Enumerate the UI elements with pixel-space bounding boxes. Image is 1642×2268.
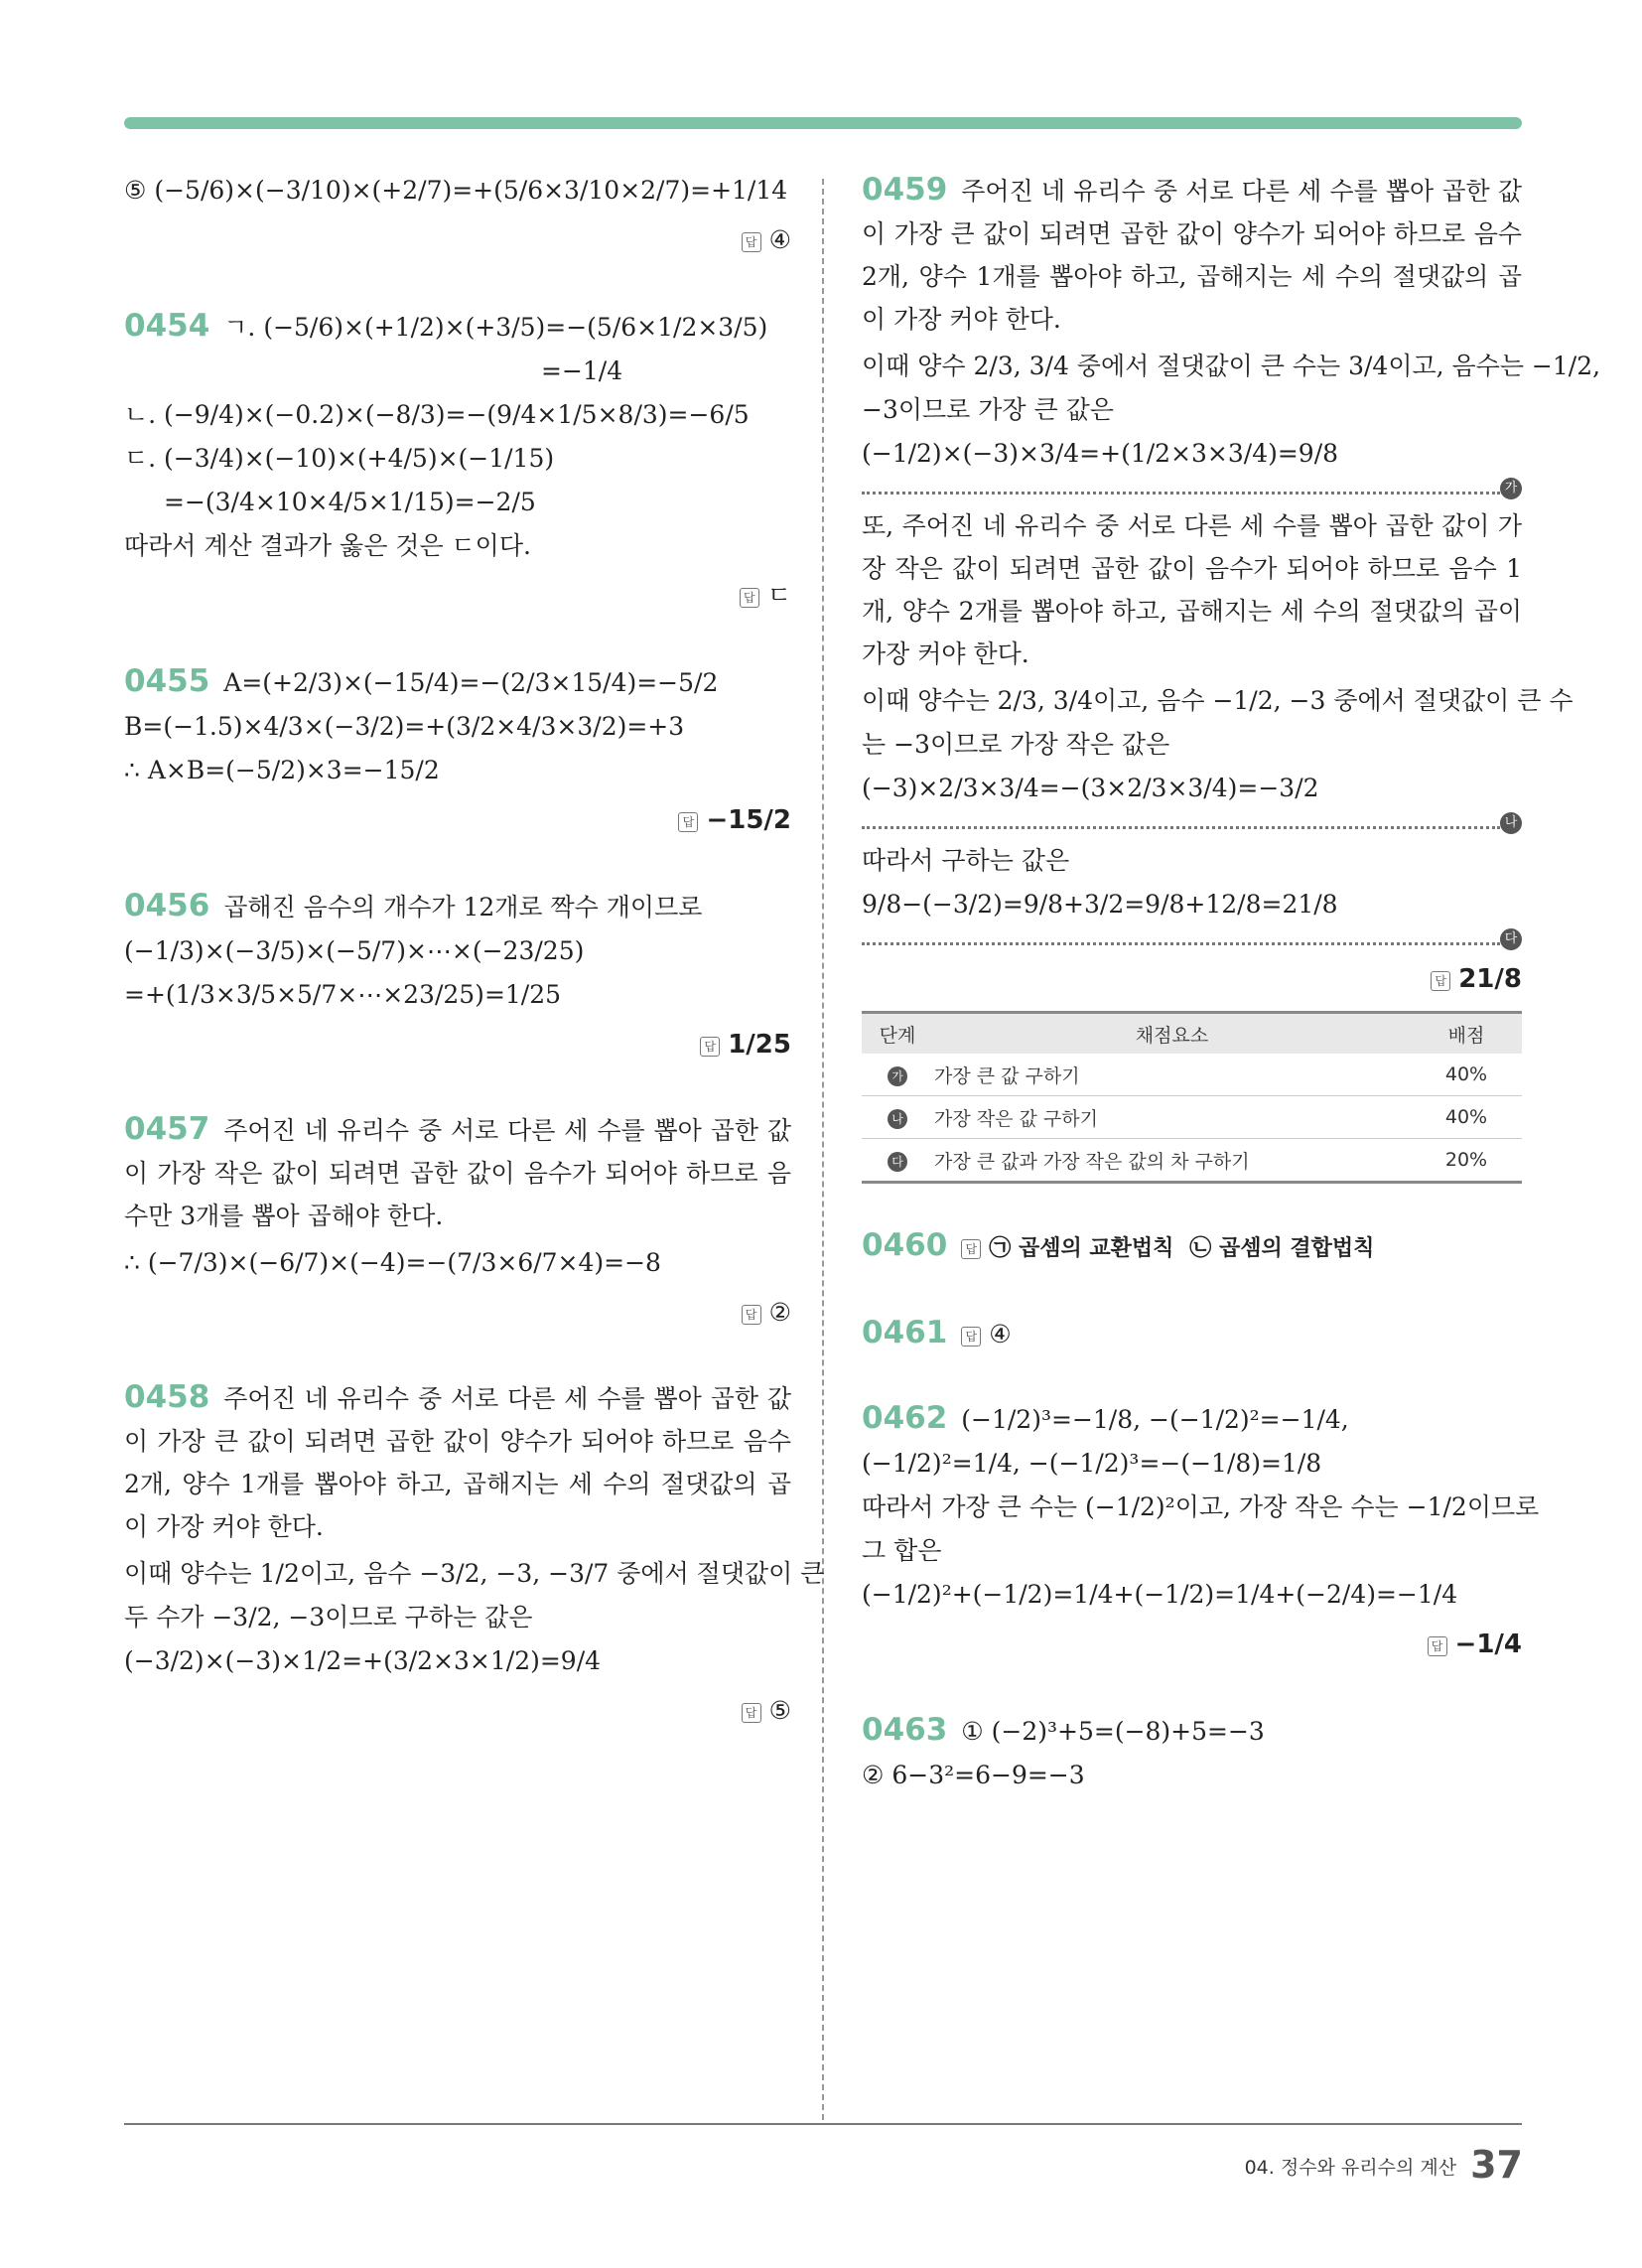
stage-divider xyxy=(862,815,1518,830)
rubric-score: 40% xyxy=(1411,1096,1522,1139)
answer-icon: 답 xyxy=(700,1037,720,1057)
solution-line: (−3)×2/3×3/4=−(3×2/3×3/4)=−3/2 xyxy=(862,774,1319,802)
solution-line: 따라서 구하는 값은 xyxy=(862,846,1070,875)
problem-number: 0458 xyxy=(124,1379,210,1415)
solution-text: 0458 주어진 네 유리수 중 서로 다른 세 수를 뽑아 곱한 값이 가장 큰 값이 되려면 곱한 값이 양수가 되어야 하므로 음수 2개, 양수 1개를 뽑아야 하고, 곱해지는 세 수의 절댓값의 곱이 가장 커야 한다. xyxy=(124,1379,791,1541)
answer xyxy=(124,1021,791,1068)
answer-value: ② xyxy=(768,1298,791,1327)
rubric-score: 40% xyxy=(1411,1054,1522,1096)
problem-0462 xyxy=(862,1396,1540,1668)
problem-0463 xyxy=(862,1708,1522,1797)
answer-value: ㉠ 곱셈의 교환법칙 xyxy=(989,1236,1174,1261)
answer-value: 21/8 xyxy=(1458,964,1522,994)
answer-icon: 답 xyxy=(961,1327,981,1347)
stage-marker: 다 xyxy=(1500,928,1522,950)
problem-number: 0454 xyxy=(124,308,210,344)
solution-line: 그 합은 xyxy=(862,1536,942,1565)
stage-divider xyxy=(862,931,1518,946)
left-column xyxy=(124,169,825,1774)
solution-line: ㄴ. (−9/4)×(−0.2)×(−8/3)=−(9/4×1/5×8/3)=−6/5 xyxy=(124,400,750,429)
right-column xyxy=(862,169,1601,1837)
solution-line: 9/8−(−3/2)=9/8+3/2=9/8+12/8=21/8 xyxy=(862,890,1338,919)
solution-line: B=(−1.5)×4/3×(−3/2)=+(3/2×4/3×3/2)=+3 xyxy=(124,712,685,741)
page-number: 37 xyxy=(1470,2143,1523,2187)
solution-line: ∴ A×B=(−5/2)×3=−15/2 xyxy=(124,756,440,784)
solution-line: 두 수가 −3/2, −3이므로 구하는 값은 xyxy=(124,1603,533,1631)
answer-value: −1/4 xyxy=(1454,1630,1522,1659)
scoring-table xyxy=(862,1011,1522,1184)
solution-text: 0459 주어진 네 유리수 중 서로 다른 세 수를 뽑아 곱한 값이 가장 큰 값이 되려면 곱한 값이 양수가 되어야 하므로 음수 2개, 양수 1개를 뽑아야 하고, 곱해지는 세 수의 절댓값의 곱이 가장 커야 한다. xyxy=(862,172,1522,334)
answer-value: ④ xyxy=(768,225,791,254)
problem-0453-tail xyxy=(124,169,791,264)
problem-number: 0462 xyxy=(862,1400,948,1436)
solution-line: 따라서 계산 결과가 옳은 것은 ㄷ이다. xyxy=(124,531,531,560)
problem-number: 0456 xyxy=(124,888,210,923)
problem-0457 xyxy=(124,1108,791,1337)
answer-value: −15/2 xyxy=(706,805,791,835)
header-score: 배점 xyxy=(1411,1013,1522,1055)
solution-line: =+(1/3×3/5×5/7×⋯×23/25)=1/25 xyxy=(124,980,562,1009)
problem-number: 0455 xyxy=(124,663,210,699)
answer-value: ㄷ xyxy=(766,581,791,610)
footer-rule xyxy=(124,2123,1522,2125)
problem-0456 xyxy=(124,884,791,1068)
problem-0459 xyxy=(862,169,1601,1184)
table-row xyxy=(862,1139,1522,1183)
rubric-item: 가장 큰 값 구하기 xyxy=(933,1054,1411,1096)
solution-line: 0463 ① (−2)³+5=(−8)+5=−3 xyxy=(862,1712,1265,1748)
solution-text: 또, 주어진 네 유리수 중 서로 다른 세 수를 뽑아 곱한 값이 가장 작은 값이 되려면 곱한 값이 음수가 되어야 하므로 음수 1개, 양수 2개를 뽑아야 하고, 곱해지는 세 수의 절댓값의 곱이 가장 커야 한다. xyxy=(862,511,1522,668)
table-header-row xyxy=(862,1013,1522,1055)
answer xyxy=(124,572,791,620)
problem-number: 0457 xyxy=(124,1111,210,1147)
problem-number: 0459 xyxy=(862,172,948,208)
solution-line: ㄷ. (−3/4)×(−10)×(+4/5)×(−1/15) xyxy=(124,444,555,473)
answer-icon: 답 xyxy=(742,1305,761,1325)
stage-divider xyxy=(862,481,1518,496)
solution-line: 는 −3이므로 가장 작은 값은 xyxy=(862,730,1170,759)
problem-number: 0460 xyxy=(862,1227,948,1263)
page-footer xyxy=(1245,2143,1523,2187)
answer-value: 1/25 xyxy=(728,1030,791,1060)
solution-line: ⑤ (−5/6)×(−3/10)×(+2/7)=+(5/6×3/10×2/7)=+1/14 xyxy=(124,176,788,205)
header-stage: 단계 xyxy=(862,1013,933,1055)
header-bar xyxy=(124,117,1522,129)
solution-line: 이때 양수는 2/3, 3/4이고, 음수 −1/2, −3 중에서 절댓값이 큰 수 xyxy=(862,686,1574,715)
solution-line: =−1/4 xyxy=(541,356,623,385)
problem-number: 0461 xyxy=(862,1315,948,1350)
solution-line: =−(3/4×10×4/5×1/15)=−2/5 xyxy=(164,488,536,516)
stage-marker: 나 xyxy=(1500,812,1522,834)
table-row xyxy=(862,1096,1522,1139)
solution-line: 이때 양수는 1/2이고, 음수 −3/2, −3, −3/7 중에서 절댓값이 큰 xyxy=(124,1559,825,1588)
answer-icon: 답 xyxy=(742,1703,761,1723)
answer-icon: 답 xyxy=(1428,1636,1447,1656)
answer-icon: 답 xyxy=(742,232,761,252)
solution-line: −3이므로 가장 큰 값은 xyxy=(862,395,1114,424)
answer-value: ㉡ 곱셈의 결합법칙 xyxy=(1189,1236,1375,1261)
stage-marker: 가 xyxy=(1500,478,1522,499)
solution-line: 따라서 가장 큰 수는 (−1/2)²이고, 가장 작은 수는 −1/2이므로 xyxy=(862,1492,1540,1521)
rubric-item: 가장 작은 값 구하기 xyxy=(933,1096,1411,1139)
problem-0455 xyxy=(124,659,791,844)
solution-line: (−1/2)×(−3)×3/4=+(1/2×3×3/4)=9/8 xyxy=(862,439,1339,468)
stage-marker: 다 xyxy=(888,1152,907,1172)
solution-line: 0455 A=(+2/3)×(−15/4)=−(2/3×15/4)=−5/2 xyxy=(124,663,719,699)
problem-0461 xyxy=(862,1311,1522,1356)
solution-line: 0462 (−1/2)³=−1/8, −(−1/2)²=−1/4, xyxy=(862,1400,1349,1436)
solution-line: (−1/2)²+(−1/2)=1/4+(−1/2)=1/4+(−2/4)=−1/4 xyxy=(862,1580,1458,1609)
solution-line: (−1/2)²=1/4, −(−1/2)³=−(−1/8)=1/8 xyxy=(862,1449,1322,1478)
answer-icon: 답 xyxy=(678,812,698,832)
answer xyxy=(862,1621,1522,1668)
solution-line: ② 6−3²=6−9=−3 xyxy=(862,1761,1085,1789)
problem-number: 0463 xyxy=(862,1712,948,1748)
solution-line: 0456 곱해진 음수의 개수가 12개로 짝수 개이므로 xyxy=(124,888,703,923)
stage-marker: 나 xyxy=(888,1109,907,1129)
answer xyxy=(124,1687,791,1735)
solution-line xyxy=(862,1311,1522,1356)
solution-line xyxy=(862,1223,1522,1271)
solution-line: 0454 ㄱ. (−5/6)×(+1/2)×(+3/5)=−(5/6×1/2×3/5) xyxy=(124,308,768,344)
solution-line: (−3/2)×(−3)×1/2=+(3/2×3×1/2)=9/4 xyxy=(124,1646,602,1675)
answer-value: ⑤ xyxy=(768,1696,791,1725)
answer xyxy=(124,796,791,844)
answer-icon: 답 xyxy=(1431,971,1450,991)
solution-line: ∴ (−7/3)×(−6/7)×(−4)=−(7/3×6/7×4)=−8 xyxy=(124,1248,661,1277)
rubric-score: 20% xyxy=(1411,1139,1522,1183)
rubric-item: 가장 큰 값과 가장 작은 값의 차 구하기 xyxy=(933,1139,1411,1183)
problem-0460 xyxy=(862,1223,1522,1271)
problem-0454 xyxy=(124,304,791,620)
column-divider xyxy=(822,179,824,2120)
stage-marker: 가 xyxy=(888,1066,907,1086)
solution-line: 이때 양수 2/3, 3/4 중에서 절댓값이 큰 수는 3/4이고, 음수는 −1/2, xyxy=(862,352,1601,380)
answer-icon: 답 xyxy=(961,1239,981,1259)
solution-text: 0457 주어진 네 유리수 중 서로 다른 세 수를 뽑아 곱한 값이 가장 작은 값이 되려면 곱한 값이 음수가 되어야 하므로 음수만 3개를 뽑아 곱해야 한다. xyxy=(124,1111,791,1230)
chapter-title: 04. 정수와 유리수의 계산 xyxy=(1244,2157,1457,2179)
answer-icon: 답 xyxy=(740,588,759,608)
answer xyxy=(124,1289,791,1337)
answer xyxy=(862,955,1522,1003)
problem-0458 xyxy=(124,1376,825,1735)
table-row xyxy=(862,1054,1522,1096)
answer-value: ④ xyxy=(989,1320,1012,1348)
header-item: 채점요소 xyxy=(933,1013,1411,1055)
answer xyxy=(124,216,791,264)
solution-line: (−1/3)×(−3/5)×(−5/7)×⋯×(−23/25) xyxy=(124,936,585,965)
